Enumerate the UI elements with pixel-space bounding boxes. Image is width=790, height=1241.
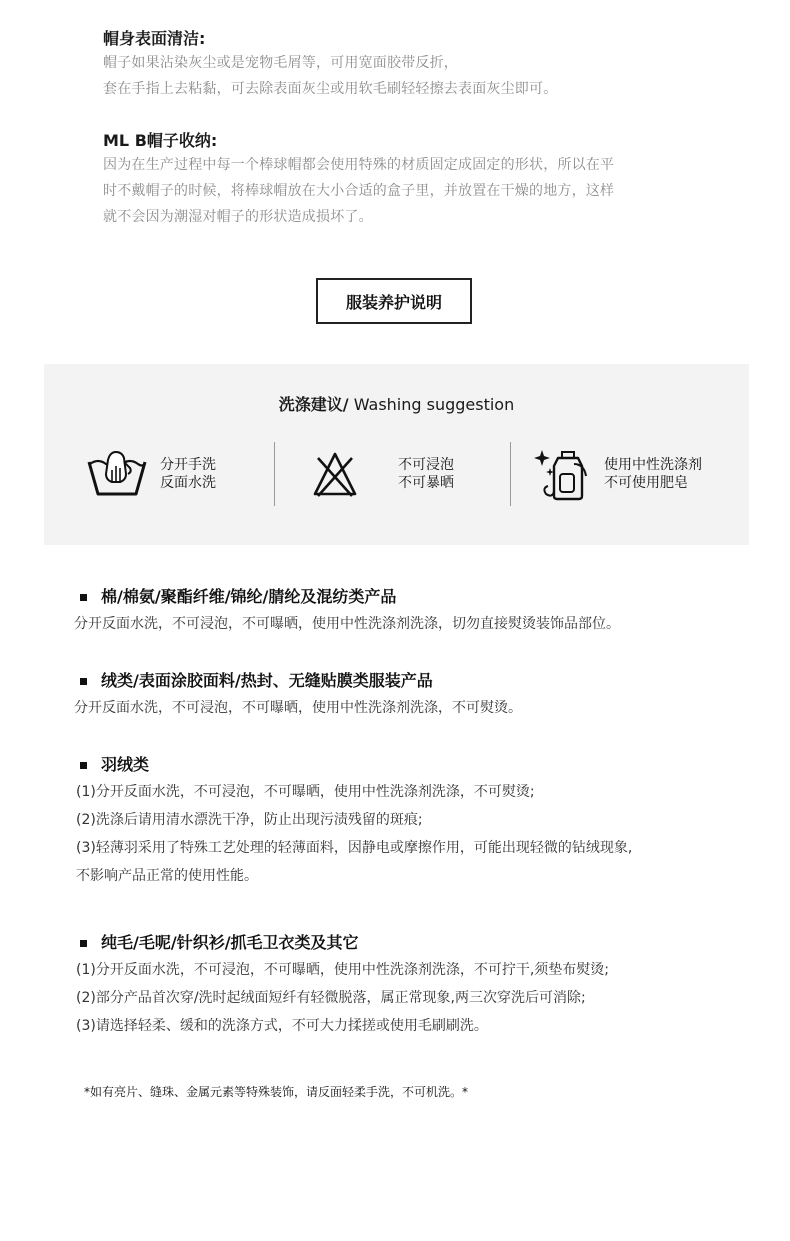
wash-item-label [398,456,454,492]
care-line: 分开反面水洗，不可浸泡，不可曝晒，使用中性洗涤剂洗涤，不可熨烫。 [74,700,522,716]
wash-item-no-soak [312,442,454,506]
bullet-square-icon [80,594,87,601]
divider [274,442,275,506]
care-block-velvet [76,668,766,722]
care-title-text: 绒类/表面涂胶面料/热封、无缝贴膜类服装产品 [101,671,433,690]
wash-item-detergent [534,442,702,506]
care-title [76,668,766,694]
wash-item-label [604,456,702,492]
hat-care-section [103,28,743,230]
wash-item-line: 不可使用肥皂 [604,475,688,491]
care-title [76,752,766,778]
care-instructions [76,584,766,1070]
care-block-wool [76,930,766,1040]
care-line: (1)分开反面水洗，不可浸泡，不可曝晒，使用中性洗涤剂洗涤，不可熨烫; [76,784,535,800]
care-line: (2)洗涤后请用清水漂洗干净，防止出现污渍残留的斑痕; [76,812,423,828]
wash-item-line: 使用中性洗涤剂 [604,457,702,473]
divider [510,442,511,506]
wash-item-line: 不可浸泡 [398,457,454,473]
hand-wash-icon [86,448,148,500]
care-title [76,930,766,956]
care-block-down [76,752,766,890]
care-title-text: 羽绒类 [101,755,150,774]
care-line: (3)请选择轻柔、缓和的洗涤方式，不可大力揉搓或使用毛刷刷洗。 [76,1018,488,1034]
hat-storage-line: 时不戴帽子的时候，将棒球帽放在大小合适的盒子里，并放置在干燥的地方，这样 [103,183,615,199]
care-line: (3)轻薄羽采用了特殊工艺处理的轻薄面料，因静电或摩擦作用，可能出现轻微的钻绒现象, [76,840,633,856]
bullet-square-icon [80,678,87,685]
garment-care-title: 服装养护说明 [316,278,472,324]
washing-suggestion-panel [44,364,749,545]
wash-item-hand-wash [86,442,216,506]
care-title [76,584,766,610]
care-title-text: 纯毛/毛呢/针织衫/抓毛卫衣类及其它 [101,933,359,952]
bullet-square-icon [80,762,87,769]
no-soak-icon [312,450,358,498]
hat-storage-line: 就不会因为潮湿对帽子的形状造成损坏了。 [103,209,373,225]
wash-item-line: 反面水洗 [160,475,216,491]
care-line: 不影响产品正常的使用性能。 [76,868,258,884]
hat-cleaning-line: 帽子如果沾染灰尘或是宠物毛屑等，可用宽面胶带反折， [103,55,458,71]
hat-storage-title: ML B帽子收纳: [103,131,218,150]
care-line: 分开反面水洗，不可浸泡，不可曝晒，使用中性洗涤剂洗涤，切勿直接熨烫装饰品部位。 [74,616,620,632]
care-line: (2)部分产品首次穿/洗时起绒面短纤有轻微脱落，属正常现象,两三次穿洗后可消除; [76,990,586,1006]
hat-cleaning-line: 套在手指上去粘黏，可去除表面灰尘或用软毛刷轻轻擦去表面灰尘即可。 [103,81,558,97]
hat-storage-line: 因为在生产过程中每一个棒球帽都会使用特殊的材质固定成固定的形状，所以在平 [103,157,615,173]
wash-item-label [160,456,216,492]
wash-item-line: 不可暴晒 [398,475,454,491]
hat-cleaning-block [103,28,743,102]
hat-storage-block [103,130,743,230]
care-block-cotton [76,584,766,638]
washing-heading-en: Washing suggestion [348,395,515,414]
detergent-icon [534,446,592,502]
care-line: (1)分开反面水洗，不可浸泡，不可曝晒，使用中性洗涤剂洗涤，不可拧干,须垫布熨烫; [76,962,609,978]
bullet-square-icon [80,940,87,947]
washing-heading-cn: 洗涤建议/ [278,395,349,414]
care-title-text: 棉/棉氨/聚酯纤维/锦纶/腈纶及混纺类产品 [101,587,397,606]
washing-items [44,442,749,506]
footnote: *如有亮片、缝珠、金属元素等特殊装饰，请反面轻柔手洗，不可机洗。* [84,1085,469,1099]
wash-item-line: 分开手洗 [160,457,216,473]
hat-cleaning-title: 帽身表面清洁: [103,29,206,48]
washing-heading [44,392,749,415]
